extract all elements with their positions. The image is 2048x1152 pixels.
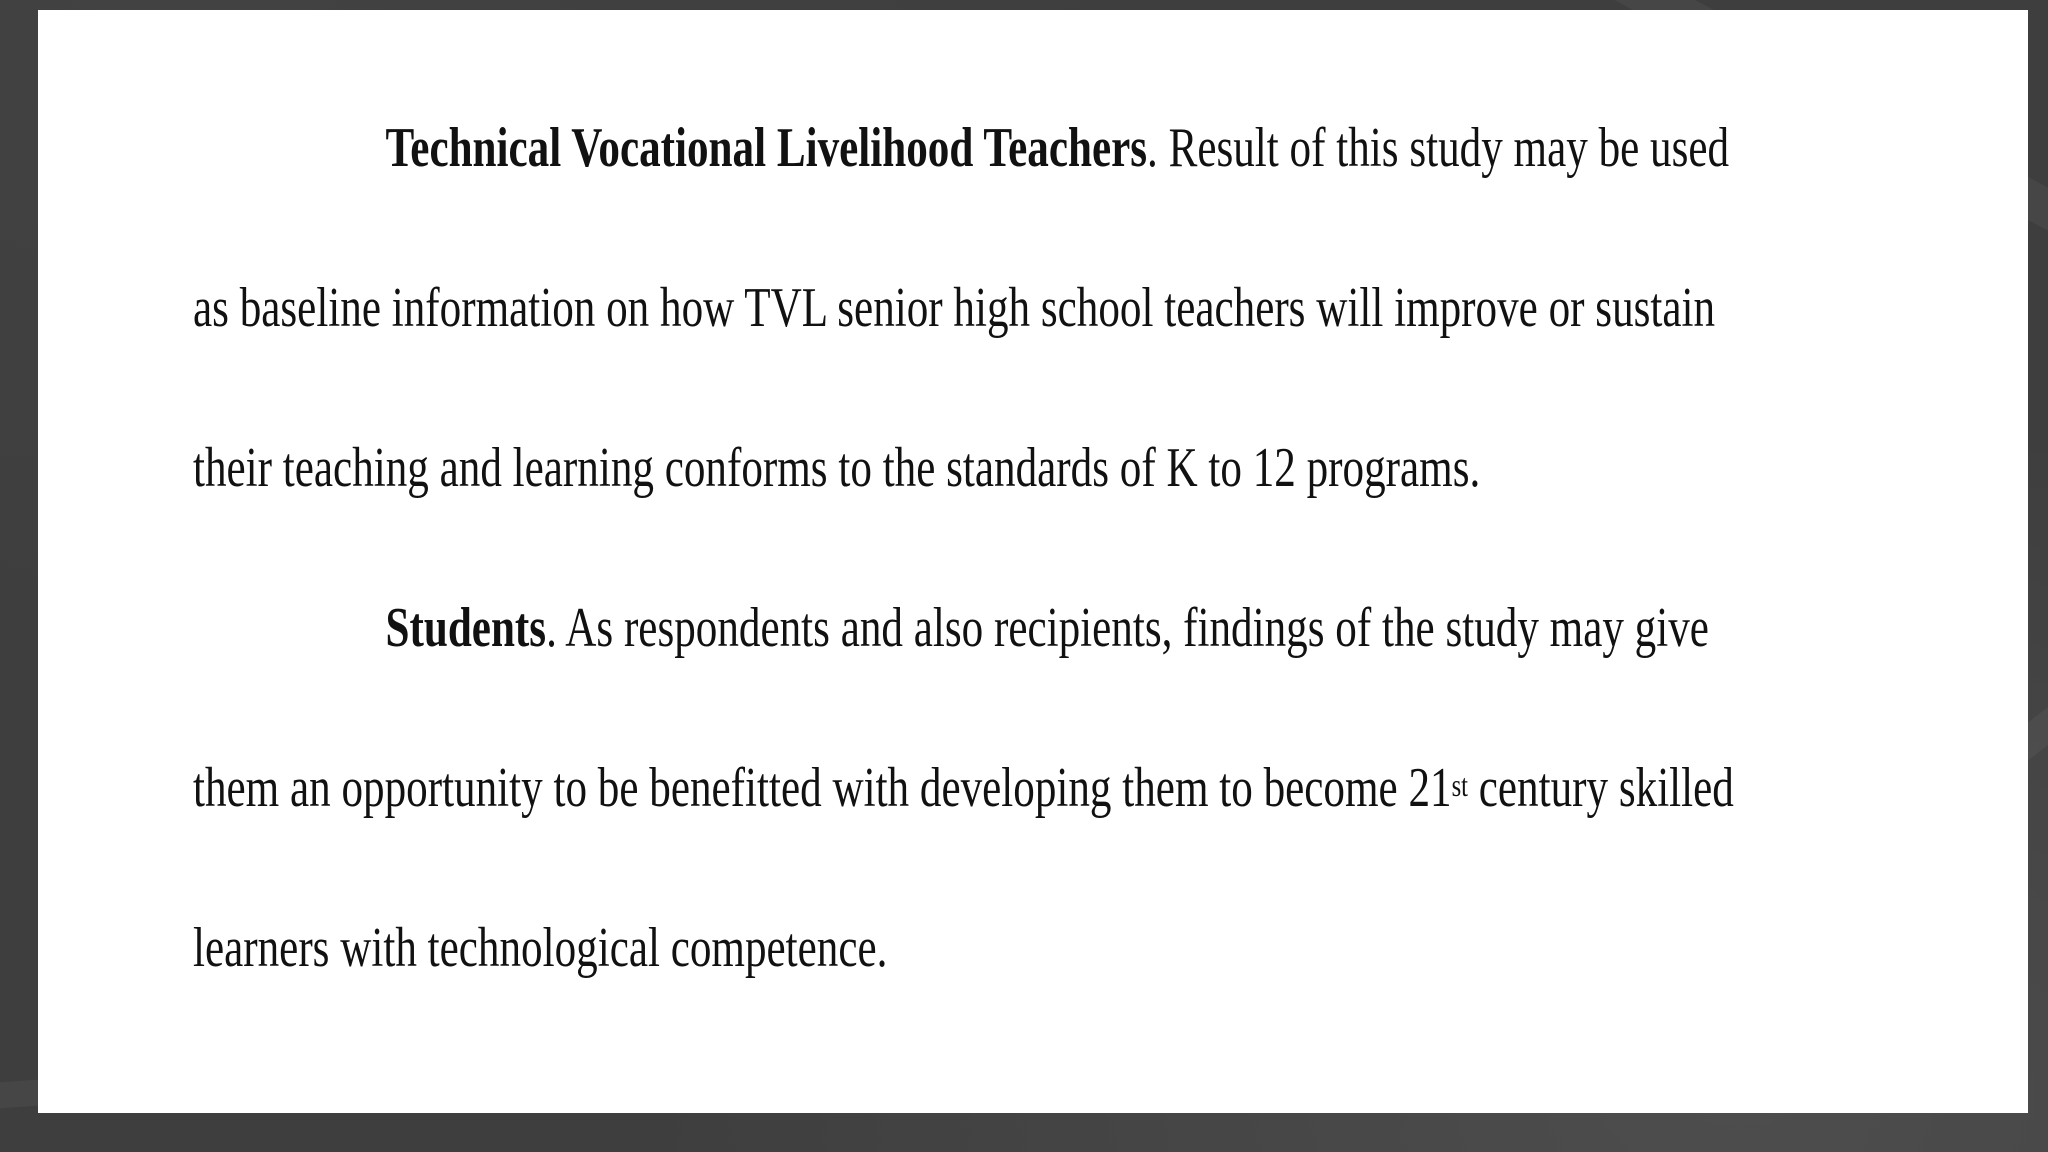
paragraph-1-line-1 [193, 68, 1730, 228]
paragraph-text: their teaching and learning conforms to the standards of K to 12 programs. [193, 437, 1481, 499]
paragraph-heading-students: Students [385, 597, 547, 659]
paragraph-2-line-2 [193, 708, 1734, 868]
paragraph-text: . Result of this study may be used [1147, 117, 1730, 179]
paragraph-text: as baseline information on how TVL senior high school teachers will improve or sustain [193, 277, 1716, 339]
document-body [193, 68, 1734, 1028]
paragraph-1-line-3 [193, 388, 1517, 548]
superscript-ordinal: st [1451, 767, 1468, 803]
paragraph-text: . As respondents and also recipients, findings of the study may give [546, 597, 1709, 659]
paragraph-heading-teachers: Technical Vocational Livelihood Teachers [385, 117, 1148, 179]
paragraph-2-line-3 [193, 868, 1517, 1028]
paragraph-text: them an opportunity to be benefitted with developing them to become 21 [193, 757, 1452, 819]
document-page [38, 10, 2028, 1113]
paragraph-1-line-2 [193, 228, 1716, 388]
paragraph-2-line-1 [193, 548, 1709, 708]
paragraph-text: century skilled [1467, 757, 1734, 819]
paragraph-text: learners with technological competence. [193, 917, 888, 979]
